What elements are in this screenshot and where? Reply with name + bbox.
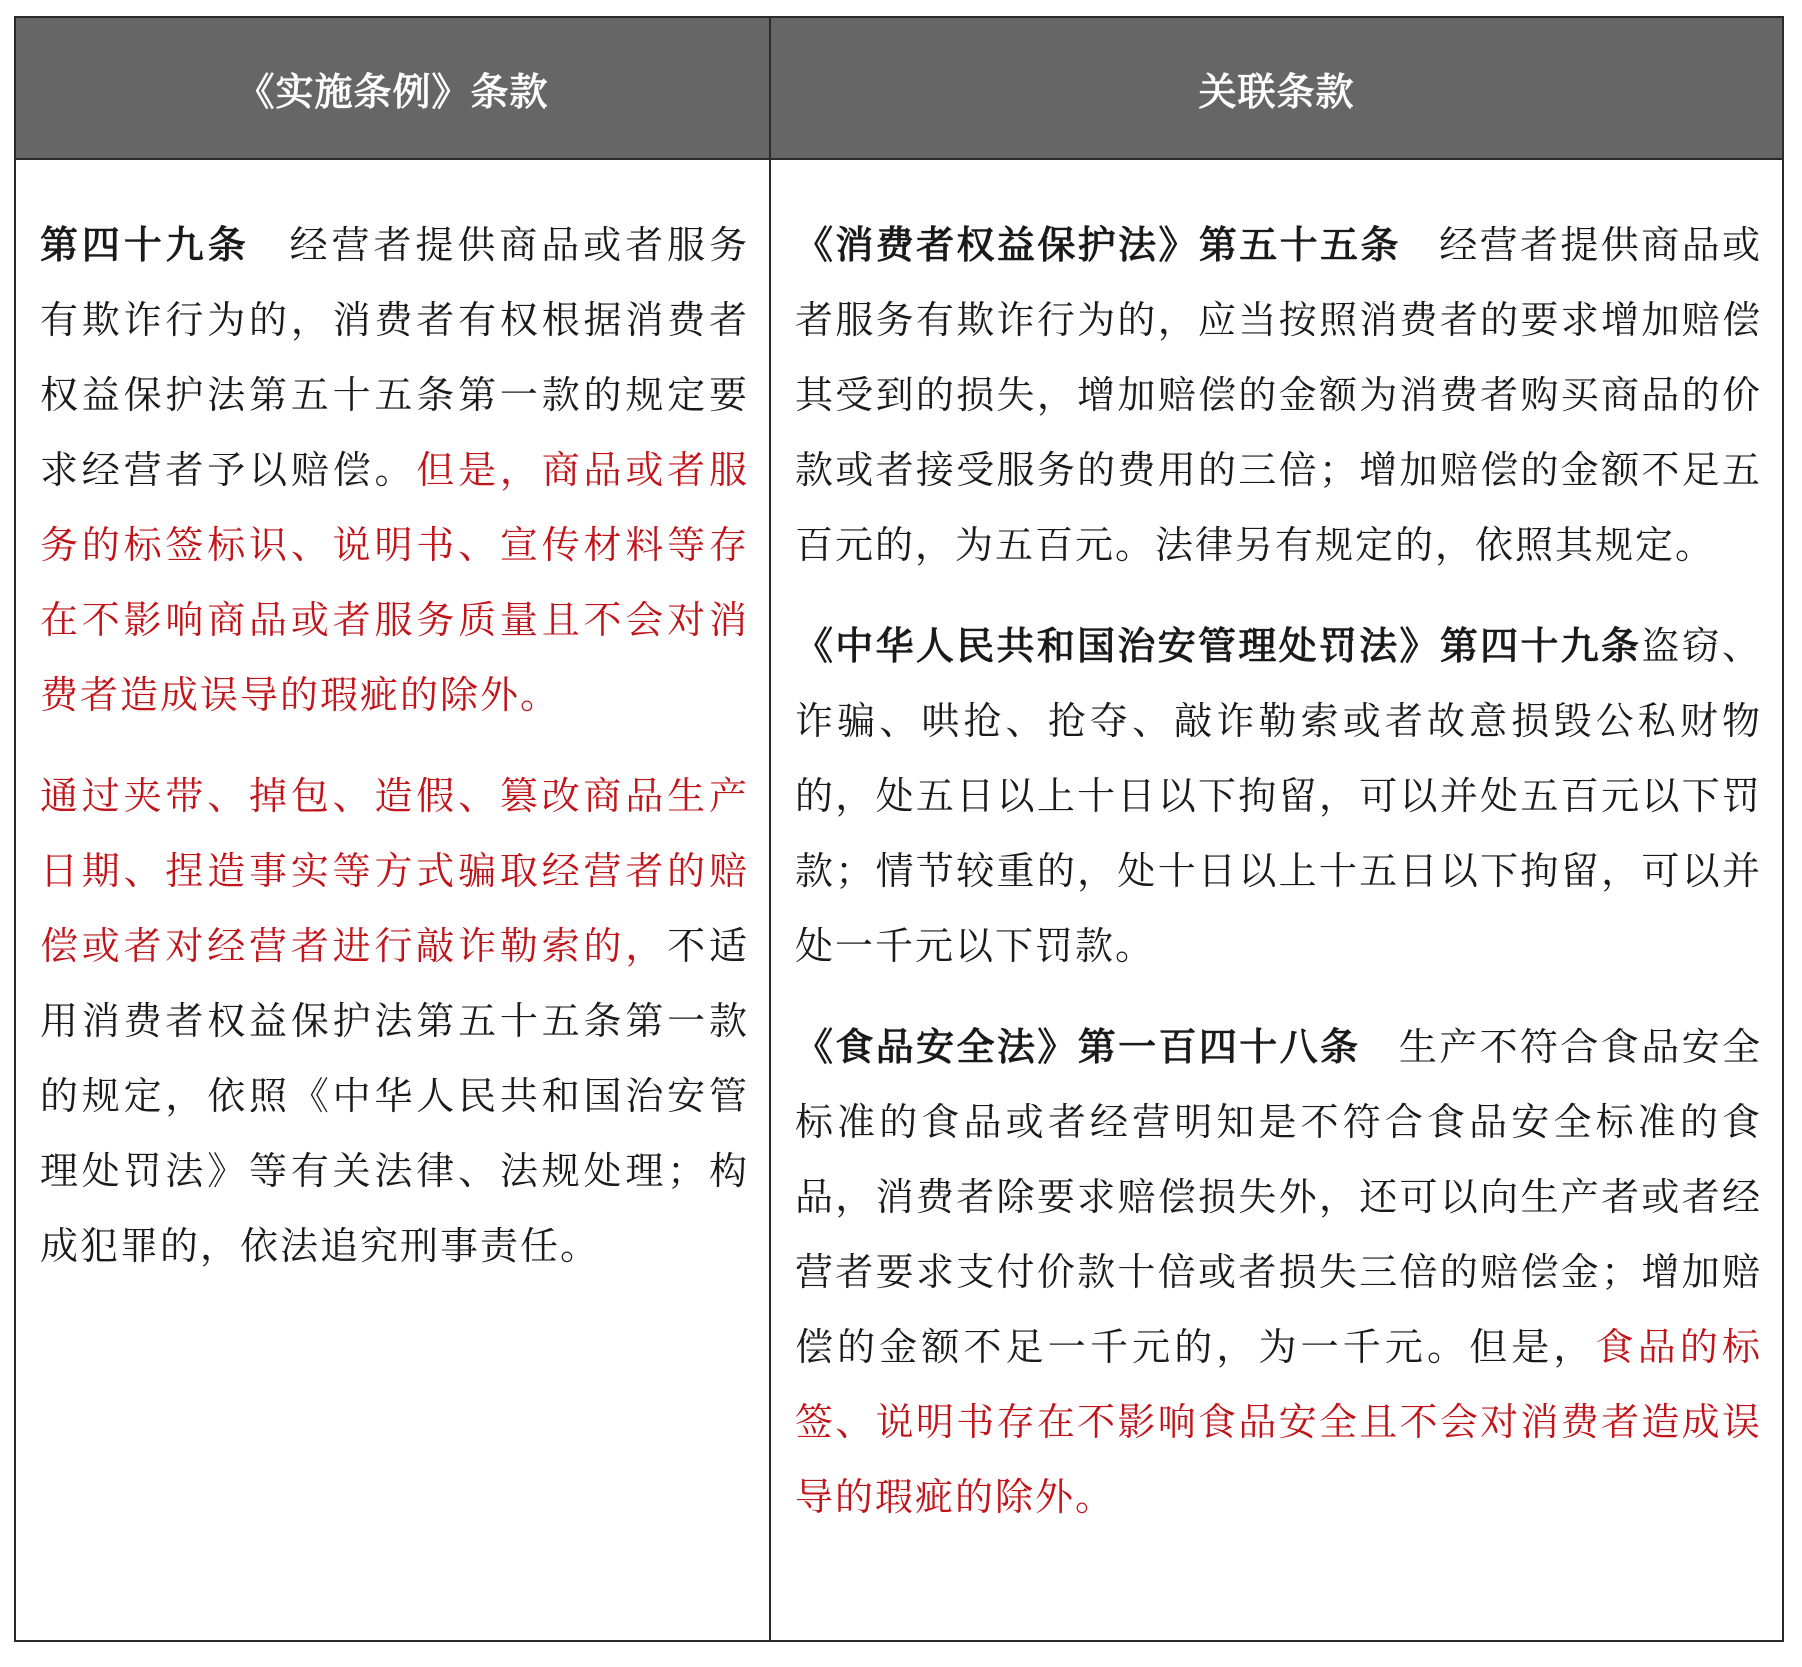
left-article-heading: 第四十九条: [40, 223, 250, 267]
right-article-text-3: 生产不符合食品安全标准的食品或者经营明知是不符合食品安全标准的食品，消费者除要求赔偿损失外，还可以向生产者或者经营者要求支付价款十倍或者损失三倍的赔偿金；增加赔偿的金额不足一千元的，为一千元。但是，: [795, 1025, 1762, 1369]
right-paragraph-2: [795, 609, 1762, 984]
left-column: [16, 160, 769, 1640]
right-article-text-2: 盗窃、诈骗、哄抢、抢夺、敲诈勒索或者故意损毁公私财物的，处五日以上十日以下拘留，可以并处五百元以下罚款；情节较重的，处十日以上十五日以下拘留，可以并处一千元以下罚款。: [795, 624, 1762, 968]
left-highlight-text: 但是，商品或者服务的标签标识、说明书、宣传材料等存在不影响商品或者服务质量且不会对消费者造成误导的瑕疵的除外。: [40, 448, 749, 717]
right-article-heading-2: 《中华人民共和国治安管理处罚法》第四十九条: [795, 624, 1642, 668]
right-paragraph-3: [795, 1010, 1762, 1535]
left-article-text: 经营者提供商品或者服务有欺诈行为的，消费者有权根据消费者权益保护法第五十五条第一款的规定要求经营者予以赔偿。: [40, 223, 749, 492]
header-left-title: 《实施条例》条款: [236, 69, 549, 114]
right-article-text-1: 经营者提供商品或者服务有欺诈行为的，应当按照消费者的要求增加赔偿其受到的损失，增加赔偿的金额为消费者购买商品的价款或者接受服务的费用的三倍；增加赔偿的金额不足五百元的，为五百元。法律另有规定的，依照其规定。: [795, 223, 1762, 567]
comparison-table: [14, 16, 1784, 1642]
right-article-heading-3: 《食品安全法》第一百四十八条: [795, 1025, 1361, 1069]
left-highlight-text-2: 通过夹带、掉包、造假、篡改商品生产日期、捏造事实等方式骗取经营者的赔偿或者对经营者进行敲诈勒索的，: [40, 774, 749, 968]
right-highlight-text: 食品的标签、说明书存在不影响食品安全且不会对消费者造成误导的瑕疵的除外。: [795, 1325, 1762, 1519]
right-article-heading-1: 《消费者权益保护法》第五十五条: [795, 223, 1401, 267]
header-right-title: 关联条款: [1198, 69, 1355, 114]
right-paragraph-1: [795, 208, 1762, 583]
table-header: [16, 18, 1782, 160]
left-paragraph-2: [40, 759, 749, 1284]
left-paragraph-1: [40, 208, 749, 733]
left-article-text-2: 不适用消费者权益保护法第五十五条第一款的规定，依照《中华人民共和国治安管理处罚法》等有关法律、法规处理；构成犯罪的，依法追究刑事责任。: [40, 924, 749, 1268]
right-column: [771, 160, 1782, 1640]
